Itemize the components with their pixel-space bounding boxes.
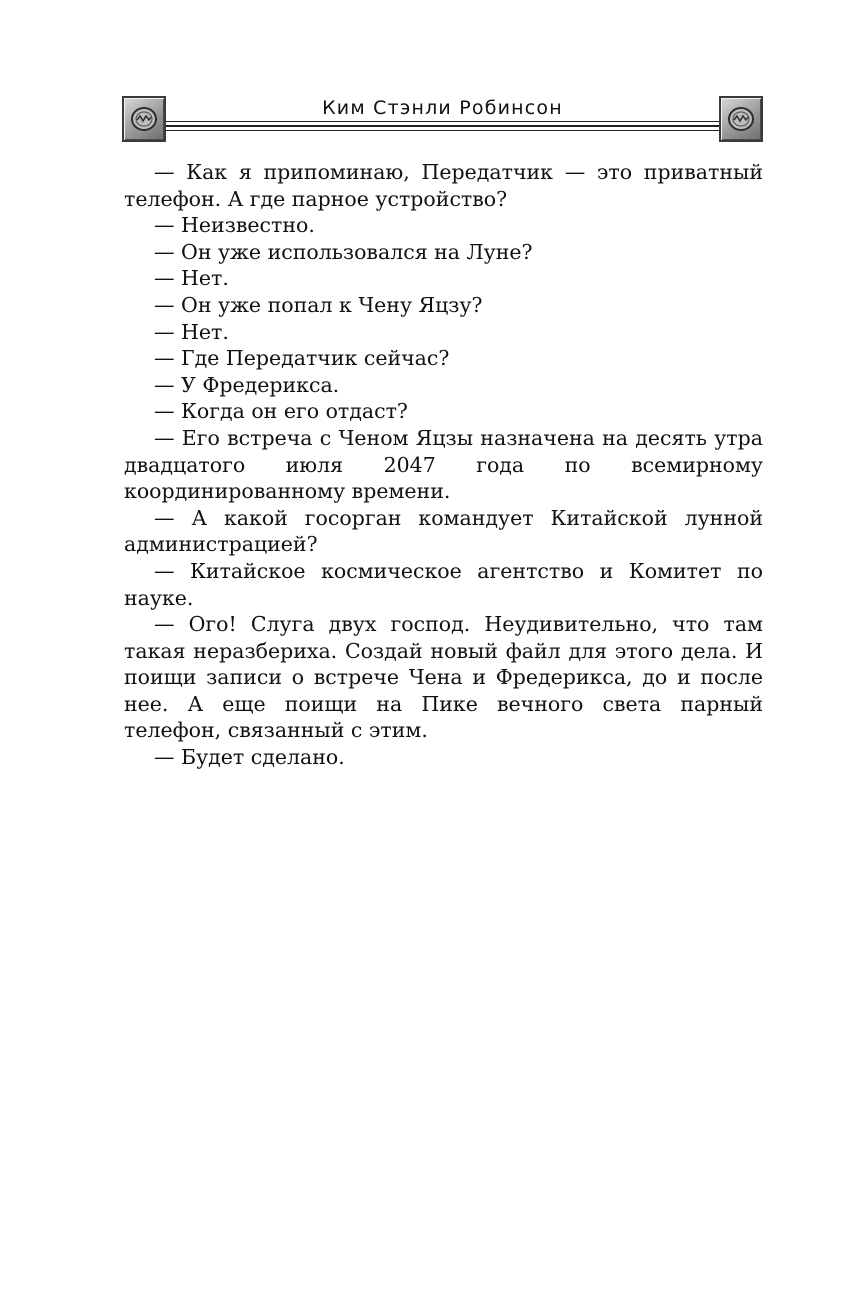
paragraph: — Ого! Слуга двух господ. Неудивительно, что там такая неразбериха. Создай новый файл для этого дела. И поищи записи о встрече Чена и Фредерикса, до и после нее. А еще поищи на Пике вечного света парный телефон, связанный с этим. — [124, 612, 763, 743]
paragraph: — Где Передатчик сейчас? — [154, 346, 450, 371]
paragraph: — Его встреча с Ченом Яцзы назначена на десять утра двадцатого июля 2047 года по всемирному координированному времени. — [124, 425, 763, 504]
paragraph: — Нет. — [154, 319, 229, 344]
paragraph: — Как я припоминаю, Передатчик — это приватный телефон. А где парное устройство? — [124, 160, 763, 211]
paragraph: — Когда он его отдаст? — [154, 399, 408, 424]
emblem-icon-left — [122, 96, 166, 142]
running-header — [122, 96, 763, 144]
body-text — [124, 159, 763, 771]
paragraph: — Китайское космическое агентство и Комитет по науке. — [124, 558, 763, 610]
running-title: Ким Стэнли Робинсон — [322, 97, 563, 119]
header-rule-middle — [166, 125, 719, 127]
header-rule-bottom — [166, 130, 719, 131]
paragraph: — Неизвестно. — [154, 213, 315, 238]
paragraph: — У Фредерикса. — [154, 372, 340, 397]
paragraph: — А какой госорган командует Китайской лунной администрацией? — [124, 505, 763, 557]
paragraph: — Нет. — [154, 266, 229, 291]
paragraph: — Он уже попал к Чену Яцзу? — [154, 292, 483, 317]
paragraph: — Будет сделано. — [154, 745, 345, 770]
emblem-icon-right — [719, 96, 763, 142]
header-rule-top — [166, 121, 719, 122]
paragraph: — Он уже использовался на Луне? — [154, 239, 533, 264]
